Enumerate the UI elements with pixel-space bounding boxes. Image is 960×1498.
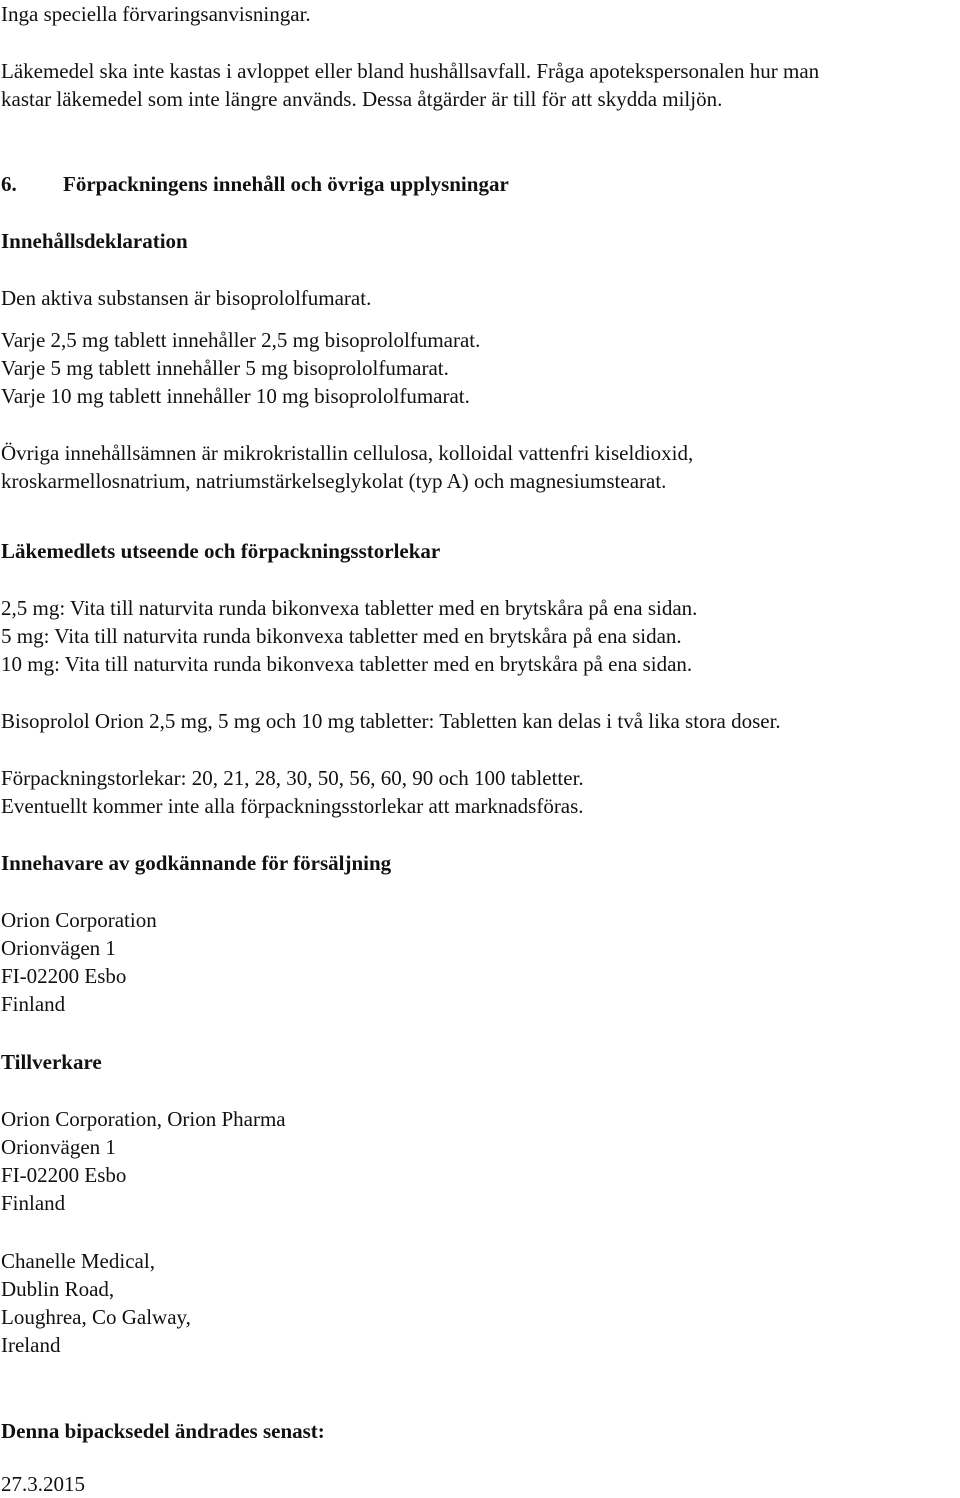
storage-text: Inga speciella förvaringsanvisningar.: [1, 2, 311, 26]
section-number: 6.: [1, 172, 17, 196]
divisibility-text: Bisoprolol Orion 2,5 mg, 5 mg och 10 mg tabletter: Tabletten kan delas i två lika stora doser.: [1, 709, 781, 733]
manufacturer-address-line: Dublin Road,: [1, 1277, 115, 1301]
manufacturer-address-line: Orionvägen 1: [1, 1135, 116, 1159]
manufacturer-address-line: Loughrea, Co Galway,: [1, 1305, 191, 1329]
disposal-line: kastar läkemedel som inte längre används. Dessa åtgärder är till för att skydda miljön.: [1, 87, 723, 111]
manufacturer-address-line: Chanelle Medical,: [1, 1249, 155, 1273]
strength-line: Varje 5 mg tablett innehåller 5 mg bisoprololfumarat.: [1, 356, 449, 380]
tablet-description-line: 10 mg: Vita till naturvita runda bikonvexa tabletter med en brytskåra på ena sidan.: [1, 652, 693, 676]
manufacturer-address-line: Orion Corporation, Orion Pharma: [1, 1107, 286, 1131]
holder-address-line: FI-02200 Esbo: [1, 964, 127, 988]
holder-heading: Innehavare av godkännande för försäljning: [1, 851, 392, 875]
holder-address-line: Orion Corporation: [1, 908, 157, 932]
pack-sizes-line: Eventuellt kommer inte alla förpackningsstorlekar att marknadsföras.: [1, 794, 584, 818]
disposal-line: Läkemedel ska inte kastas i avloppet eller bland hushållsavfall. Fråga apotekspersonalen hur man: [1, 59, 820, 83]
section-title: Förpackningens innehåll och övriga upplysningar: [63, 172, 509, 196]
declaration-heading: Innehållsdeklaration: [1, 229, 188, 253]
manufacturer-address-line: FI-02200 Esbo: [1, 1163, 127, 1187]
appearance-heading: Läkemedlets utseende och förpackningsstorlekar: [1, 539, 441, 563]
excipients-line: kroskarmellosnatrium, natriumstärkelseglykolat (typ A) och magnesiumstearat.: [1, 469, 667, 493]
manufacturer-heading: Tillverkare: [1, 1050, 102, 1074]
tablet-description-line: 5 mg: Vita till naturvita runda bikonvexa tabletter med en brytskåra på ena sidan.: [1, 624, 682, 648]
strength-line: Varje 2,5 mg tablett innehåller 2,5 mg bisoprololfumarat.: [1, 328, 481, 352]
holder-address-line: Finland: [1, 992, 66, 1016]
manufacturer-address-line: Ireland: [1, 1333, 61, 1357]
excipients-line: Övriga innehållsämnen är mikrokristallin cellulosa, kolloidal vattenfri kiseldioxid,: [1, 441, 694, 465]
tablet-description-line: 2,5 mg: Vita till naturvita runda bikonvexa tabletter med en brytskåra på ena sidan.: [1, 596, 698, 620]
revision-heading: Denna bipacksedel ändrades senast:: [1, 1419, 325, 1443]
manufacturer-address-line: Finland: [1, 1191, 66, 1215]
revision-date: 27.3.2015: [1, 1472, 85, 1496]
active-substance-text: Den aktiva substansen är bisoprololfumarat.: [1, 286, 372, 310]
pack-sizes-line: Förpackningstorlekar: 20, 21, 28, 30, 50, 56, 60, 90 och 100 tabletter.: [1, 766, 584, 790]
strength-line: Varje 10 mg tablett innehåller 10 mg bisoprololfumarat.: [1, 384, 470, 408]
holder-address-line: Orionvägen 1: [1, 936, 116, 960]
